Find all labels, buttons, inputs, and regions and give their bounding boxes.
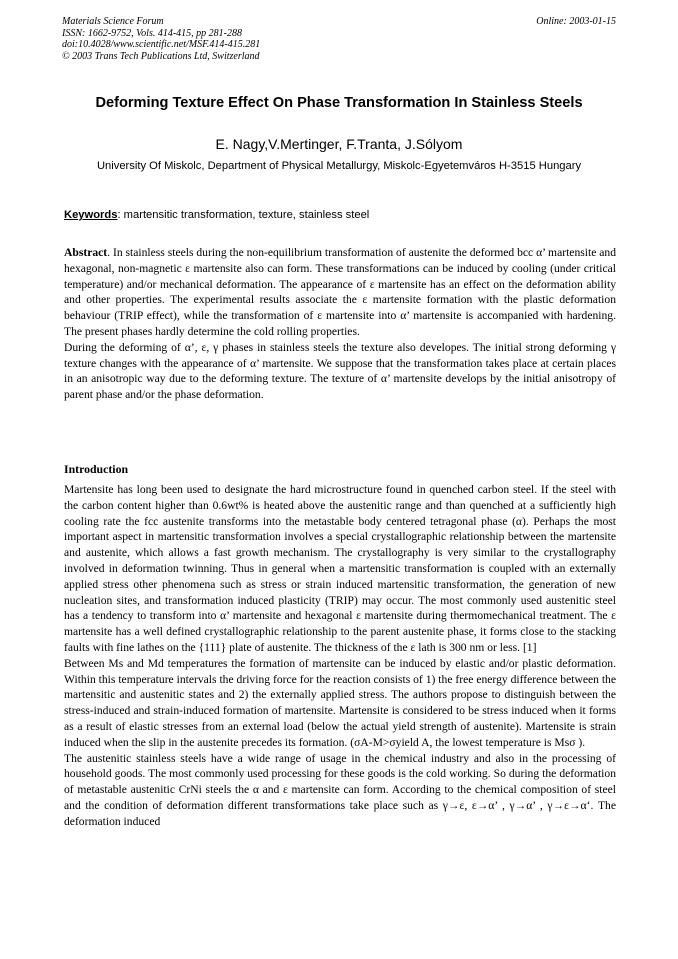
abstract: [64, 245, 616, 403]
keywords-label: Keywords: [64, 209, 118, 221]
authors: E. Nagy,V.Mertinger, F.Tranta, J.Sólyom: [215, 136, 463, 152]
copyright-line: © 2003 Trans Tech Publications Ltd, Switzerland: [62, 50, 260, 62]
paper-title: Deforming Texture Effect On Phase Transformation In Stainless Steels: [95, 95, 583, 111]
keywords-text: : martensitic transformation, texture, stainless steel: [117, 209, 370, 221]
abstract-paragraph-1: [64, 245, 616, 340]
online-date: Online: 2003-01-15: [536, 16, 616, 27]
introduction: [64, 482, 616, 830]
intro-paragraph-3: The austenitic stainless steels have a wide range of usage in the chemical industry and also in the processing of household goods. The most commonly used processing for these goods is the cold working. So during the deformation of metastable austenitic CrNi steels the α and ε martensite can form. According to the chemical composition of steel and the condition of deformation different transformations take place such as γ→ε, ε→α’ , γ→α’ , γ→ε→α‘. The deformation induced: [64, 751, 616, 828]
intro-paragraph-2: Between Ms and Md temperatures the formation of martensite can be induced by elastic and/or plastic deformation. Within this temperature intervals the driving force for the reaction consists of 1) the free energy difference between the martensitic and austenitic states and 2) the externally applied stress. The authors propose to distinguish between the stress-induced and strain-induced formation of martensite. Martensite is considered to be stress induced when it forms as a result of elastic stresses from an external load (below the actual yield strength of austenite). Martensite is strain induced when the slip in the austenite precedes its formation. (σA-M>σyield A, the lowest temperature is Msσ ).: [64, 656, 616, 749]
journal-header: [62, 16, 616, 62]
issn-line: ISSN: 1662-9752, Vols. 414-415, pp 281-288: [62, 27, 242, 39]
affiliation: University Of Miskolc, Department of Physical Metallurgy, Miskolc-Egyetemváros H-3515 Hungary: [96, 160, 582, 172]
introduction-heading: Introduction: [64, 462, 129, 476]
journal-name: Materials Science Forum: [62, 16, 164, 27]
intro-paragraph-1: Martensite has long been used to designate the hard microstructure found in quenched carbon steel. If the steel with the carbon content higher than 0.6wt% is heated above the austenitic range and than quenched at a sufficiently high cooling rate the fcc austenite transforms into the metastable body centered tetragonal phase (α). Perhaps the most important aspect in martensitic transformation involves a special crystallographic relationship between the martensite and austenite, which allows a fast growth mechanism. The crystallography is very similar to the crystallography involved in deformation twinning. Thus in general when a martensitic transformation is coupled with an externally applied stress other phenomena such as stress or strain induced martensitic transformation, the generation of new nucleation sites, and transformation induced plasticity (TRIP) may occur. The most commonly used austenitic steel has a tendency to transform into α’ martensite and hexagonal ε martensite during thermomechanical treatment. The ε martensite has a well defined crystallographic relationship to the parent austenite phase, it forms close to the stacking faults with fine lathes on the {111} plate of austenite. The thickness of the ε lath is 300 nm or less. [1]: [64, 483, 616, 654]
abstract-label: Abstract: [64, 246, 108, 259]
abstract-text-1: . In stainless steels during the non-equilibrium transformation of austenite the deformed bcc α’ martensite and hexagonal, non-magnetic ε martensite also can form. These transformations can be induced by cooling (under critical temperature) and/or mechanical deformation. The appearance of ε martensite has an effect on the deformation ability and other properties. The experimental results associate the ε martensite formation with the plastic deformation behaviour (TRIP effect), while the transformation of ε martensite into α’ martensite is accompanied with hardening. The present phases hardly determine the cold rolling properties.: [64, 246, 616, 338]
abstract-paragraph-2: During the deforming of α’, ε, γ phases in stainless steels the texture also developes. The initial strong deforming γ texture changes with the appearance of α’ martensite. We suppose that the transformation takes place at certain places in an anisotropic way due to the deforming texture. The texture of α’ martensite develops by the initial anisotropy of parent phase and/or the phase deformation.: [64, 340, 616, 402]
keywords: [64, 208, 616, 223]
doi-line: doi:10.4028/www.scientific.net/MSF.414-415.281: [62, 39, 261, 50]
